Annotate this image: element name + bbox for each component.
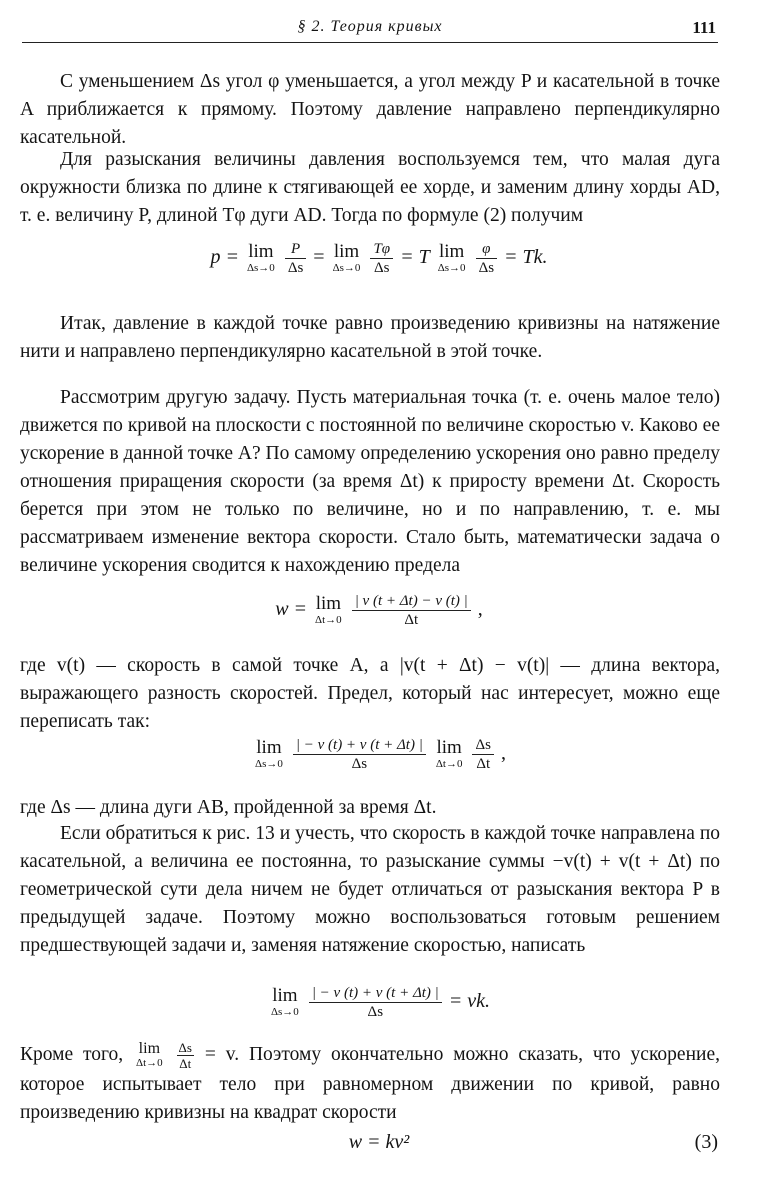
f3-num-1: | − v (t) + v (t + Δt) | — [293, 736, 426, 755]
f1-frac3-den: Δs — [478, 260, 495, 276]
f3-tail: , — [500, 742, 506, 765]
f2-den: Δt — [404, 612, 419, 628]
inline-lim-sub: Δt→0 — [136, 1057, 163, 1069]
formula-vk — [0, 984, 758, 1021]
f1-lim-sub-1: Δs→0 — [246, 262, 275, 274]
f1-frac-1 — [285, 240, 306, 277]
f1-lim-sub-3: Δs→0 — [437, 262, 466, 274]
formula-acceleration-limit — [0, 592, 758, 629]
f4-num: | − v (t) + v (t + Δt) | — [309, 984, 442, 1003]
f1-frac1-den: Δs — [287, 260, 304, 276]
inline-lim-word: lim — [138, 1040, 161, 1057]
f1-frac2-num: Tφ — [370, 240, 393, 259]
f4-frac — [309, 984, 442, 1021]
inline-frac-num: Δs — [178, 1040, 192, 1055]
f3-num-2: Δs — [472, 736, 493, 755]
f1-eq1: = — [313, 246, 325, 269]
f1-eq2: = T — [400, 246, 430, 269]
f2-lim-word: lim — [315, 593, 342, 614]
f1-lim-2 — [333, 242, 361, 275]
f2-lhs: w = — [275, 598, 308, 621]
formula-pressure — [0, 240, 758, 277]
f5-text: w = kv² — [348, 1131, 410, 1153]
f1-frac-2 — [370, 240, 393, 277]
f1-lhs: p = — [210, 246, 239, 269]
f4-den: Δs — [367, 1004, 384, 1020]
p8-after: = v. Поэтому окончательно можно сказать, что ускорение, которое испытывает тело при равномерном движении по кривой, равно произведению кривизны на квадрат скорости — [20, 1043, 720, 1123]
f3-lim-word-2: lim — [436, 737, 462, 758]
f3-lim-1 — [255, 738, 283, 771]
page-header — [22, 18, 718, 43]
f2-num: | v (t + Δt) − v (t) | — [352, 592, 471, 611]
f3-den-2: Δt — [476, 756, 491, 772]
f3-lim-sub-1: Δs→0 — [255, 758, 283, 770]
running-title: § 2. Теория кривых — [297, 18, 443, 35]
paragraph-4: Рассмотрим другую задачу. Пусть материальная точка (т. е. очень малое тело) движется по кривой на плоскости с постоянной по величине скоростью v. Каково ее ускорение в данной точке A? По самому определению ускорения оно равно пределу отношения приращения скорости (за время Δt) к приросту времени Δt. Скорость берется при этом не только по величине, но и по направлению, т. е. мы рассматриваем изменение вектора скорости. Стало быть, математически задача о величине ускорения сводится к нахождению предела — [20, 387, 720, 576]
f1-frac2-den: Δs — [374, 260, 390, 276]
paragraph-1: С уменьшением Δs угол φ уменьшается, а угол между P и касательной в точке A приближается к прямому. Поэтому давление направлено перпендикулярно касательной. — [20, 71, 720, 148]
f3-lim-sub-2: Δt→0 — [435, 758, 463, 770]
f3-lim-word-1: lim — [256, 737, 282, 758]
inline-frac-den: Δt — [179, 1056, 192, 1071]
f2-frac — [352, 592, 471, 629]
f3-den-1: Δs — [351, 756, 368, 772]
p8-before: Кроме того, — [20, 1043, 124, 1065]
f4-rhs: = vk. — [448, 990, 491, 1013]
f3-frac-2 — [472, 736, 493, 773]
equation-number: (3) — [694, 1131, 718, 1153]
f2-lim-sub: Δt→0 — [315, 614, 342, 626]
f3-frac-1 — [293, 736, 426, 773]
f4-lim-word: lim — [272, 985, 298, 1006]
paragraph-2: Для разыскания величины давления воспользуемся тем, что малая дуга окружности близка по длине к стягивающей ее хорде, и заменим длину хорды AD, т. е. величину P, длиной Tφ дуги AD. Тогда по формуле (2) получим — [20, 149, 720, 226]
f1-lim-word-2: lim — [333, 241, 360, 262]
formula-3 — [0, 1128, 758, 1156]
f2-lim — [315, 594, 342, 627]
f2-tail: , — [477, 598, 483, 621]
f1-lim-word-3: lim — [438, 241, 465, 262]
f1-lim-word-1: lim — [248, 241, 274, 262]
f1-lim-3 — [438, 242, 466, 275]
f1-frac3-num: φ — [476, 240, 497, 259]
f1-lim-sub-2: Δs→0 — [332, 262, 361, 274]
paragraph-5: где v(t) — скорость в самой точке A, а |v(t + Δt) − v(t)| — длина вектора, выражающего разность скоростей. Предел, который нас интересует, можно еще переписать так: — [20, 655, 720, 732]
page-number: 111 — [692, 18, 716, 37]
f4-lim — [271, 986, 299, 1019]
f4-lim-sub: Δs→0 — [270, 1006, 299, 1018]
inline-frac — [177, 1040, 194, 1071]
f1-frac-3 — [476, 240, 497, 277]
f1-rhs: = Tk. — [504, 246, 548, 269]
inline-lim — [136, 1041, 163, 1070]
paragraph-8 — [20, 1040, 720, 1127]
f1-lim-1 — [247, 242, 275, 275]
paragraph-6: где Δs — длина дуги AB, пройденной за время Δt. — [20, 797, 437, 818]
paragraph-3: Итак, давление в каждой точке равно произведению кривизны на натяжение нити и направлено перпендикулярно касательной в этой точке. — [20, 313, 720, 362]
f3-lim-2 — [436, 738, 463, 771]
f1-frac1-num: P — [285, 240, 306, 259]
formula-rewritten-limit — [0, 736, 758, 773]
paragraph-7: Если обратиться к рис. 13 и учесть, что скорость в каждой точке направлена по касательной, а величина ее постоянна, то разыскание суммы −v(t) + v(t + Δt) по геометрической сути дела ничем не будет отличаться от разыскания вектора P в предыдущей задаче. Поэтому можно воспользоваться готовым решением предшествующей задачи и, заменяя натяжение скоростью, написать — [20, 823, 720, 956]
